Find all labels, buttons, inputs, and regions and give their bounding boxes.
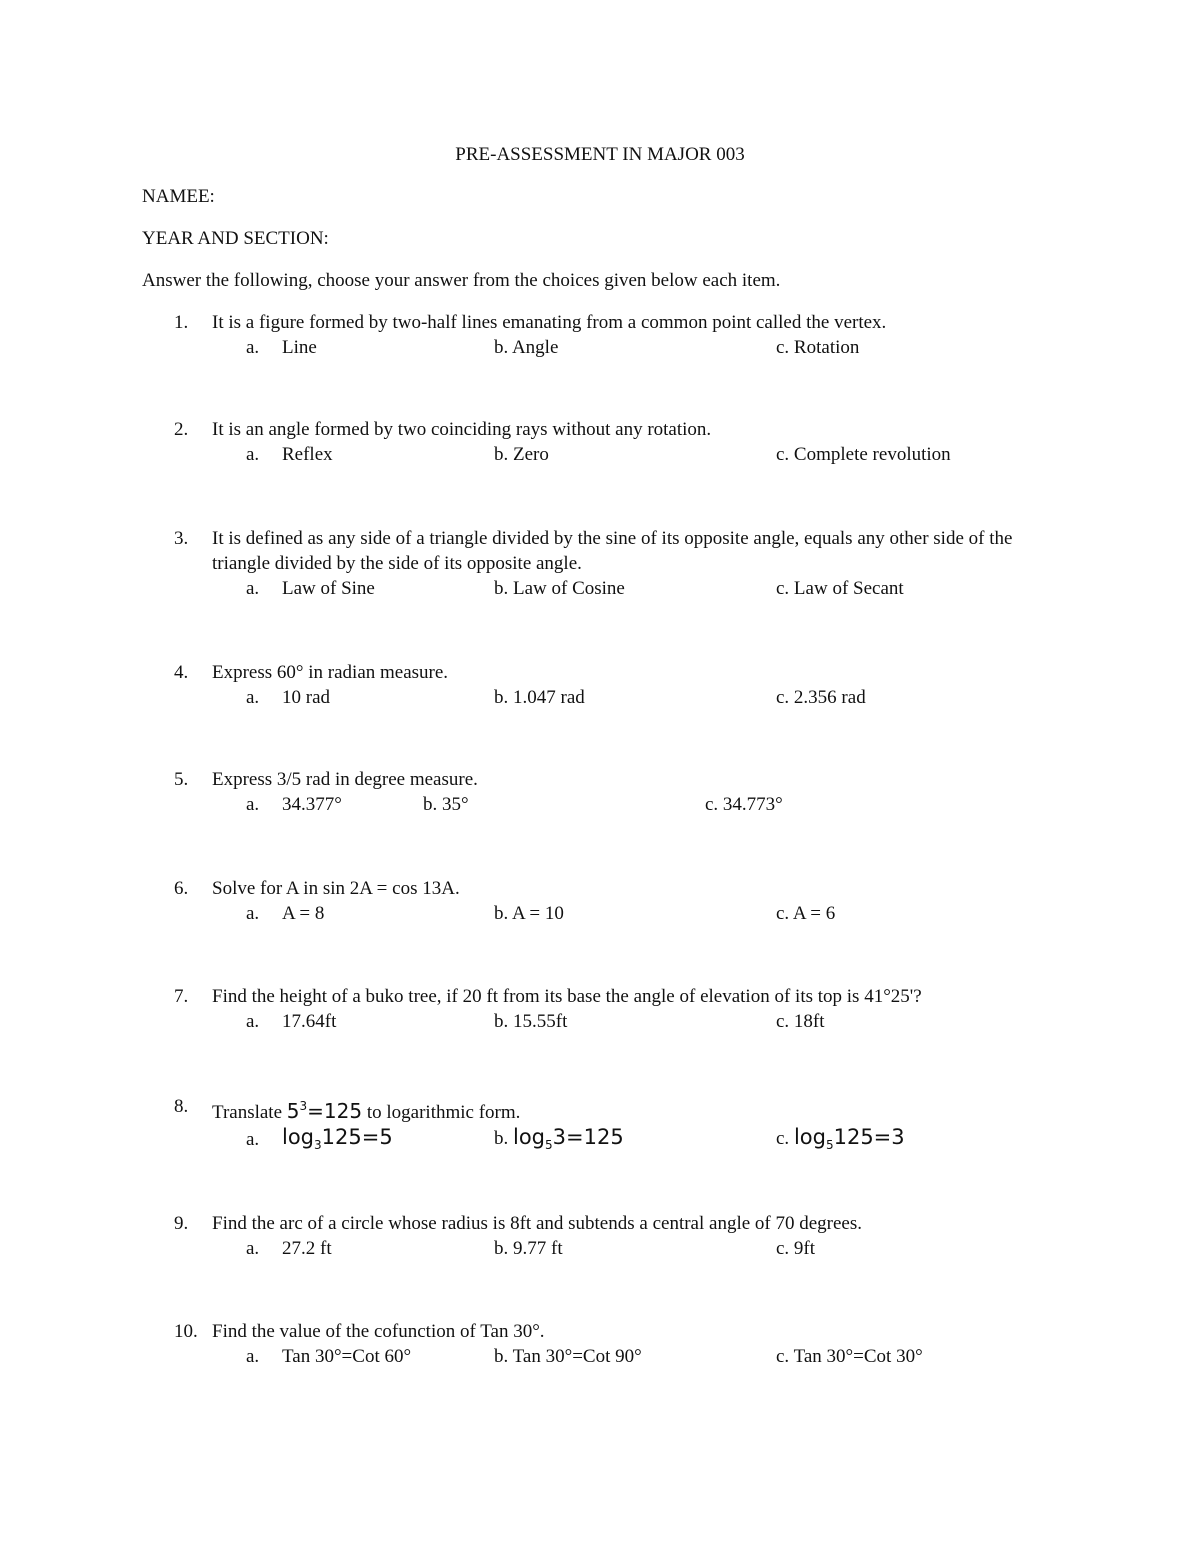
- choice-a: Tan 30°=Cot 60°: [282, 1346, 412, 1367]
- question-10: [174, 1319, 1074, 1369]
- expression-base: 5: [286, 1099, 300, 1123]
- question-number: 8.: [174, 1096, 189, 1117]
- choice-c: c. 18ft: [776, 1011, 825, 1032]
- choices: [174, 1125, 1074, 1152]
- choice-a-label: a.: [246, 903, 260, 924]
- log-text: log: [513, 1125, 546, 1149]
- choice-b: b. Law of Cosine: [494, 578, 625, 599]
- question-number: 7.: [174, 986, 189, 1007]
- question-number: 4.: [174, 662, 189, 683]
- choice-a-label: a.: [246, 687, 260, 708]
- question-text: Express 3/5 rad in degree measure.: [212, 769, 478, 790]
- log-base: 3: [314, 1138, 322, 1152]
- question-7: [174, 984, 1074, 1034]
- question-text: Find the value of the cofunction of Tan 30°.: [212, 1321, 545, 1342]
- choice-a: 10 rad: [282, 687, 331, 708]
- choice-c: c. 34.773°: [705, 794, 783, 815]
- question-text-post: to logarithmic form.: [366, 1102, 521, 1123]
- choice-a: [282, 1125, 393, 1158]
- question-number: 9.: [174, 1213, 189, 1234]
- log-base: 5: [545, 1138, 553, 1152]
- choice-a-label: a.: [246, 337, 260, 358]
- question-number: 3.: [174, 528, 189, 549]
- choice-b: b. 15.55ft: [494, 1011, 568, 1032]
- choice-a-label: a.: [246, 1011, 260, 1032]
- question-text: It is defined as any side of a triangle divided by the sine of its opposite angle, equals any other side of the triangle divided by the side of its opposite angle.: [212, 528, 1013, 574]
- question-number: 1.: [174, 312, 189, 333]
- question-text: Find the height of a buko tree, if 20 ft from its base the angle of elevation of its top is 41°25'?: [212, 986, 922, 1007]
- question-3: [174, 526, 1074, 601]
- choice-a: Line: [282, 337, 317, 358]
- choice-a-label: a.: [246, 1129, 260, 1150]
- choices: [174, 1344, 1074, 1369]
- question-number: 10.: [174, 1321, 198, 1342]
- name-label: NAMEE:: [142, 186, 215, 207]
- choices: [174, 576, 1074, 601]
- choice-a-label: a.: [246, 444, 260, 465]
- log-rest: 3=125: [552, 1125, 624, 1149]
- question-number: 5.: [174, 769, 189, 790]
- choice-c: c. Tan 30°=Cot 30°: [776, 1346, 923, 1367]
- choice-b: b. Angle: [494, 337, 559, 358]
- choice-a: 17.64ft: [282, 1011, 337, 1032]
- choice-c: c. Law of Secant: [776, 578, 904, 599]
- choices: [174, 792, 1074, 817]
- choices: [174, 1009, 1074, 1034]
- choice-a: Law of Sine: [282, 578, 375, 599]
- choice-c-prefix: c.: [776, 1128, 790, 1149]
- choice-a-label: a.: [246, 1346, 260, 1367]
- log-text: log: [282, 1125, 315, 1149]
- question-text: Solve for A in sin 2A = cos 13A.: [212, 878, 460, 899]
- expression-exponent: 3: [299, 1099, 308, 1113]
- choices: [174, 442, 1074, 467]
- choices: [174, 901, 1074, 926]
- log-rest: 125=3: [833, 1125, 905, 1149]
- question-2: [174, 417, 1074, 467]
- instructions: Answer the following, choose your answer from the choices given below each item.: [142, 270, 781, 291]
- question-6: [174, 876, 1074, 926]
- choice-a: Reflex: [282, 444, 333, 465]
- choice-a-label: a.: [246, 794, 260, 815]
- choice-b-prefix: b.: [494, 1128, 509, 1149]
- question-8: [174, 1094, 1074, 1152]
- question-number: 2.: [174, 419, 189, 440]
- log-text: log: [793, 1125, 826, 1149]
- choice-c: c. Rotation: [776, 337, 860, 358]
- question-1: [174, 310, 1074, 360]
- question-4: [174, 660, 1074, 710]
- choice-b: b. A = 10: [494, 903, 564, 924]
- page-title: PRE-ASSESSMENT IN MAJOR 003: [455, 144, 745, 165]
- choices: [174, 1236, 1074, 1261]
- choice-b: b. 1.047 rad: [494, 687, 585, 708]
- question-text: [174, 1094, 1074, 1125]
- choice-a-label: a.: [246, 1238, 260, 1259]
- expression-equality: =125: [307, 1099, 363, 1123]
- choice-a: 34.377°: [282, 794, 342, 815]
- year-section-label: YEAR AND SECTION:: [142, 228, 329, 249]
- log-rest: 125=5: [321, 1125, 393, 1149]
- exponent-expression: [287, 1099, 362, 1123]
- choice-a-label: a.: [246, 578, 260, 599]
- question-text: It is an angle formed by two coinciding rays without any rotation.: [212, 419, 712, 440]
- question-text: Express 60° in radian measure.: [212, 662, 449, 683]
- choice-c: c. 9ft: [776, 1238, 816, 1259]
- choice-c: [776, 1125, 905, 1158]
- choice-b: b. 9.77 ft: [494, 1238, 563, 1259]
- choice-b: b. 35°: [423, 794, 469, 815]
- choice-c: c. A = 6: [776, 903, 836, 924]
- choices: [174, 335, 1074, 360]
- choices: [174, 685, 1074, 710]
- choice-b: [494, 1125, 624, 1158]
- question-text: It is a figure formed by two-half lines emanating from a common point called the vertex.: [212, 312, 887, 333]
- choice-a: A = 8: [282, 903, 325, 924]
- question-number: 6.: [174, 878, 189, 899]
- choice-b: b. Zero: [494, 444, 549, 465]
- choice-b: b. Tan 30°=Cot 90°: [494, 1346, 642, 1367]
- choice-c: c. Complete revolution: [776, 444, 951, 465]
- question-5: [174, 767, 1074, 817]
- choice-a: 27.2 ft: [282, 1238, 332, 1259]
- question-9: [174, 1211, 1074, 1261]
- question-text-pre: Translate: [212, 1102, 283, 1123]
- question-text: Find the arc of a circle whose radius is 8ft and subtends a central angle of 70 degrees.: [212, 1213, 862, 1234]
- choice-c: c. 2.356 rad: [776, 687, 866, 708]
- log-base: 5: [825, 1138, 834, 1152]
